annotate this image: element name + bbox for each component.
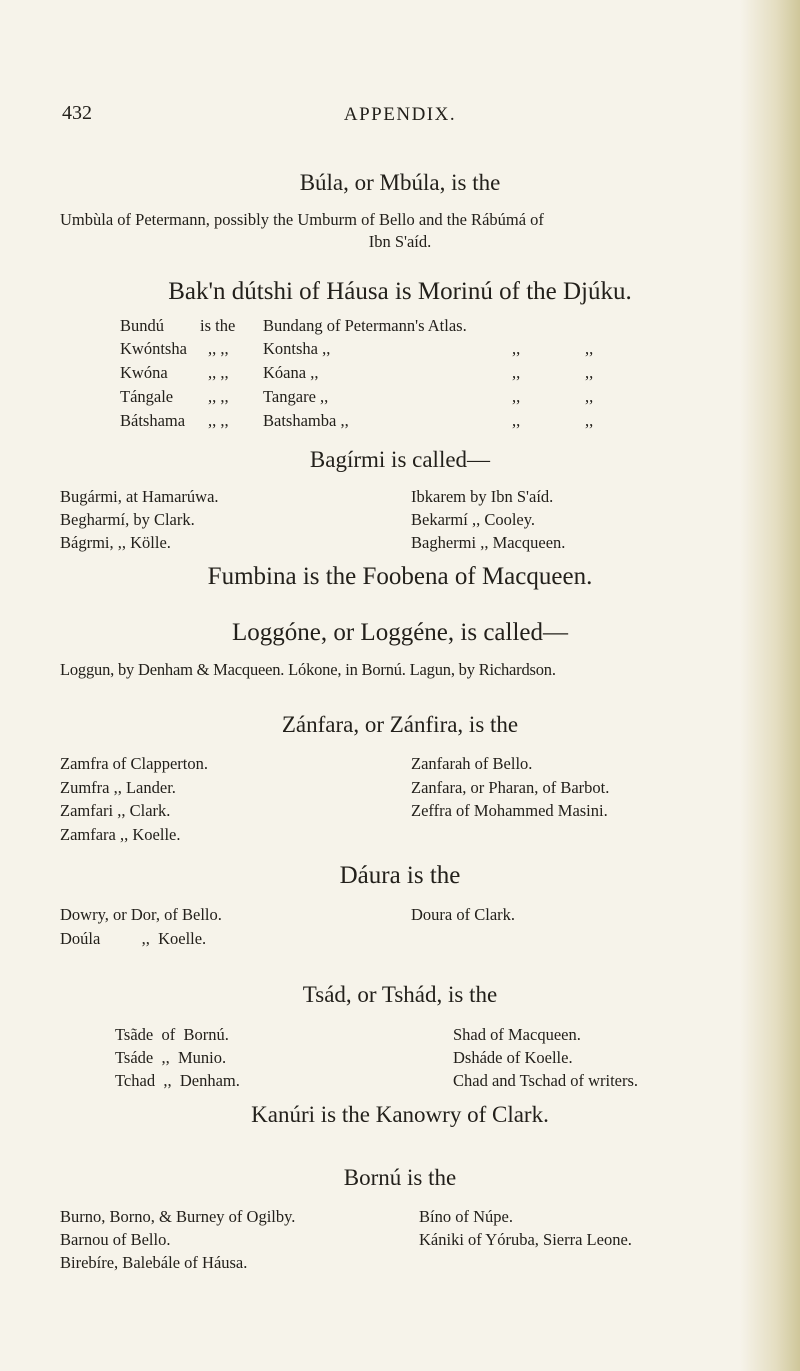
page-edge-shading [740, 0, 800, 1371]
bakn-row-verb: ,, ,, [208, 339, 229, 358]
bornu-left-entry: Barnou of Bello. [60, 1230, 171, 1249]
ditto-mark: ,, [512, 363, 521, 382]
bakn-row-name: Tángale [120, 387, 174, 406]
ditto-mark: ,, [512, 387, 521, 406]
bornu-right-entry: Bíno of Núpe. [419, 1207, 513, 1226]
bula-body-line: Umbùla of Petermann, possibly the Umburm of Bello and the Rábúmá of [60, 210, 544, 229]
tsad-right-entry: Chad and Tschad of writers. [453, 1071, 639, 1090]
bakn-row-verb: ,, ,, [208, 363, 229, 382]
bornu-right-entry: Kániki of Yóruba, Sierra Leone. [419, 1230, 632, 1249]
daura-right-entry: Doura of Clark. [411, 905, 516, 924]
ditto-mark: ,, [585, 339, 594, 358]
bula-heading: Búla, or Mbúla, is the [299, 170, 501, 195]
bornu-heading: Bornú is the [343, 1165, 457, 1190]
bakn-row-equiv: Batshamba ,, [263, 411, 349, 430]
page-number: 432 [62, 102, 92, 124]
bornu-left-entry: Birebíre, Balebále of Háusa. [60, 1253, 248, 1272]
bagirmi-left-entry: Bugármi, at Hamarúwa. [60, 487, 219, 506]
zanfara-heading: Zánfara, or Zánfira, is the [281, 712, 519, 737]
bagirmi-right-entry: Baghermi ,, Macqueen. [411, 533, 566, 552]
ditto-mark: ,, [585, 411, 594, 430]
daura-left-entry: Dowry, or Dor, of Bello. [60, 905, 222, 924]
tsad-right-entry: Dsháde of Koelle. [453, 1048, 573, 1067]
bakn-row-equiv: Bundang of Petermann's Atlas. [263, 316, 467, 335]
fumbina-heading: Fumbina is the Foobena of Macqueen. [207, 563, 593, 590]
bakn-row-equiv: Kontsha ,, [263, 339, 331, 358]
ditto-mark: ,, [585, 387, 594, 406]
zanfara-left-entry: Zamfara ,, Koelle. [60, 825, 181, 844]
tsad-left-entry: Tsãde of Bornú. [115, 1025, 229, 1044]
ditto-mark: ,, [512, 411, 521, 430]
ditto-mark: ,, [512, 339, 521, 358]
zanfara-right-entry: Zeffra of Mohammed Masini. [411, 801, 608, 820]
bula-body-line: Ibn S'aíd. [368, 232, 432, 251]
daura-heading: Dáura is the [339, 862, 461, 889]
bakn-row-verb: ,, ,, [208, 411, 229, 430]
bagirmi-right-entry: Bekarmí ,, Cooley. [411, 510, 536, 529]
tsad-right-entry: Shad of Macqueen. [453, 1025, 581, 1044]
bagirmi-right-entry: Ibkarem by Ibn S'aíd. [411, 487, 554, 506]
kanuri-heading: Kanúri is the Kanowry of Clark. [251, 1102, 549, 1127]
bakn-row-name: Kwóntsha [120, 339, 187, 358]
bakn-row-name: Bundú [120, 316, 165, 335]
zanfara-left-entry: Zamfari ,, Clark. [60, 801, 171, 820]
zanfara-left-entry: Zumfra ,, Lander. [60, 778, 176, 797]
zanfara-right-entry: Zanfarah of Bello. [411, 754, 533, 773]
bakn-row-verb: is the [200, 316, 236, 335]
bakn-heading: Bak'n dútshi of Háusa is Morinú of the Djúku. [168, 278, 632, 305]
running-head: APPENDIX. [343, 104, 457, 125]
daura-left-entry: Doúla ,, Koelle. [60, 929, 207, 948]
bornu-left-entry: Burno, Borno, & Burney of Ogilby. [60, 1207, 296, 1226]
tsad-heading: Tsád, or Tshád, is the [302, 982, 498, 1007]
zanfara-left-entry: Zamfra of Clapperton. [60, 754, 208, 773]
bagirmi-left-entry: Begharmí, by Clark. [60, 510, 195, 529]
loggone-heading: Loggóne, or Loggéne, is called— [231, 619, 568, 646]
tsad-left-entry: Tchad ,, Denham. [115, 1071, 240, 1090]
bagirmi-heading: Bagírmi is called— [309, 447, 491, 472]
bakn-row-name: Bátshama [120, 411, 186, 430]
bakn-row-equiv: Tangare ,, [263, 387, 329, 406]
tsad-left-entry: Tsáde ,, Munio. [115, 1048, 227, 1067]
bakn-row-verb: ,, ,, [208, 387, 229, 406]
zanfara-right-entry: Zanfara, or Pharan, of Barbot. [411, 778, 610, 797]
ditto-mark: ,, [585, 363, 594, 382]
loggone-body: Loggun, by Denham & Macqueen. Lókone, in Bornú. Lagun, by Richardson. [60, 660, 556, 679]
bagirmi-left-entry: Bágrmi, ,, Kölle. [60, 533, 171, 552]
bakn-row-name: Kwóna [120, 363, 168, 382]
bakn-row-equiv: Kóana ,, [263, 363, 319, 382]
